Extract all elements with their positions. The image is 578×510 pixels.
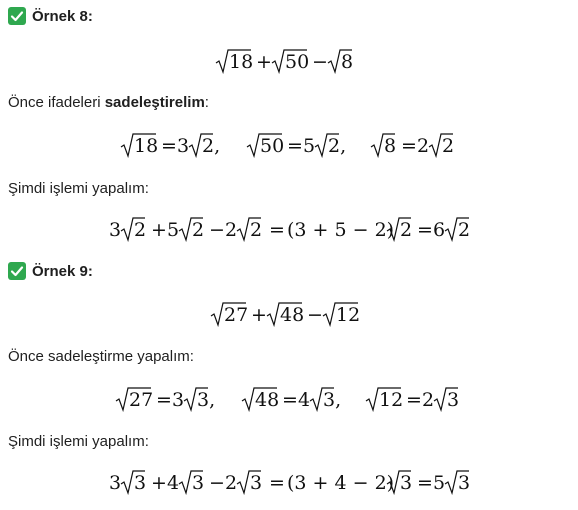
- svg-text:3: 3: [192, 472, 205, 494]
- svg-text:2: 2: [225, 472, 238, 494]
- svg-text:3: 3: [134, 472, 147, 494]
- svg-text:12: 12: [379, 389, 404, 411]
- svg-text:2: 2: [422, 389, 435, 411]
- svg-text:+: +: [151, 219, 167, 241]
- svg-text:2: 2: [442, 135, 455, 157]
- svg-text:48: 48: [255, 389, 280, 411]
- example-8-intro: Önce ifadeleri sadeleştirelim:: [8, 94, 209, 111]
- svg-text:18: 18: [134, 135, 159, 157]
- svg-text:(3 + 4 − 2): (3 + 4 − 2): [287, 472, 395, 494]
- svg-text:2: 2: [134, 219, 147, 241]
- svg-text:12: 12: [336, 304, 361, 326]
- example-8-title: Örnek 8:: [32, 7, 93, 25]
- svg-text:2,: 2,: [328, 135, 347, 157]
- svg-text:5: 5: [433, 472, 446, 494]
- svg-text:=: =: [406, 389, 422, 411]
- svg-text:3: 3: [109, 219, 122, 241]
- svg-text:+: +: [151, 472, 167, 494]
- svg-text:3: 3: [447, 389, 460, 411]
- svg-text:50: 50: [260, 135, 285, 157]
- example-9-simplification: [0, 384, 578, 414]
- svg-text:3: 3: [400, 472, 413, 494]
- example-9-result: [0, 467, 578, 497]
- svg-text:3,: 3,: [323, 389, 342, 411]
- svg-text:=: =: [161, 135, 177, 157]
- example-9-title: Örnek 9:: [32, 262, 93, 280]
- svg-text:=: =: [401, 135, 417, 157]
- svg-text:3: 3: [172, 389, 185, 411]
- check-mark-icon: [8, 7, 26, 25]
- svg-text:5: 5: [167, 219, 180, 241]
- svg-text:4: 4: [298, 389, 311, 411]
- svg-text:3: 3: [109, 472, 122, 494]
- svg-text:8: 8: [384, 135, 397, 157]
- svg-text:2: 2: [400, 219, 413, 241]
- svg-text:27: 27: [129, 389, 154, 411]
- example-9-intro: Önce sadeleştirme yapalım:: [8, 348, 194, 365]
- bold-keyword: sadeleştirelim: [104, 94, 205, 111]
- example-9-step-text: Şimdi işlemi yapalım:: [8, 433, 149, 450]
- example-8-simplification: [0, 130, 578, 160]
- svg-text:2,: 2,: [202, 135, 221, 157]
- example-9-heading: [8, 262, 93, 280]
- svg-text:+: +: [256, 51, 272, 73]
- svg-text:3: 3: [250, 472, 263, 494]
- svg-text:=: =: [417, 219, 433, 241]
- svg-text:−: −: [209, 472, 225, 494]
- svg-text:6: 6: [433, 219, 446, 241]
- svg-text:2: 2: [192, 219, 205, 241]
- svg-text:=: =: [282, 389, 298, 411]
- check-mark-icon: [8, 262, 26, 280]
- svg-text:+: +: [251, 304, 267, 326]
- example-9-expression: [0, 299, 578, 329]
- svg-text:3,: 3,: [197, 389, 216, 411]
- svg-text:=: =: [417, 472, 433, 494]
- svg-text:−: −: [312, 51, 328, 73]
- example-8-step-text: Şimdi işlemi yapalım:: [8, 180, 149, 197]
- svg-text:4: 4: [167, 472, 180, 494]
- svg-text:−: −: [307, 304, 323, 326]
- svg-text:8: 8: [341, 51, 354, 73]
- svg-text:48: 48: [280, 304, 305, 326]
- svg-text:50: 50: [285, 51, 310, 73]
- svg-text:27: 27: [224, 304, 249, 326]
- svg-text:−: −: [209, 219, 225, 241]
- svg-text:2: 2: [225, 219, 238, 241]
- svg-text:=: =: [269, 219, 285, 241]
- example-8-expression: [0, 46, 578, 76]
- example-8-result: [0, 214, 578, 244]
- svg-text:18: 18: [229, 51, 254, 73]
- svg-text:=: =: [269, 472, 285, 494]
- svg-text:2: 2: [417, 135, 430, 157]
- svg-text:(3 + 5 − 2): (3 + 5 − 2): [287, 219, 395, 241]
- svg-text:2: 2: [250, 219, 263, 241]
- svg-text:5: 5: [303, 135, 316, 157]
- svg-text:3: 3: [458, 472, 471, 494]
- svg-text:=: =: [287, 135, 303, 157]
- svg-text:2: 2: [458, 219, 471, 241]
- svg-text:3: 3: [177, 135, 190, 157]
- svg-text:=: =: [156, 389, 172, 411]
- example-8-heading: [8, 7, 93, 25]
